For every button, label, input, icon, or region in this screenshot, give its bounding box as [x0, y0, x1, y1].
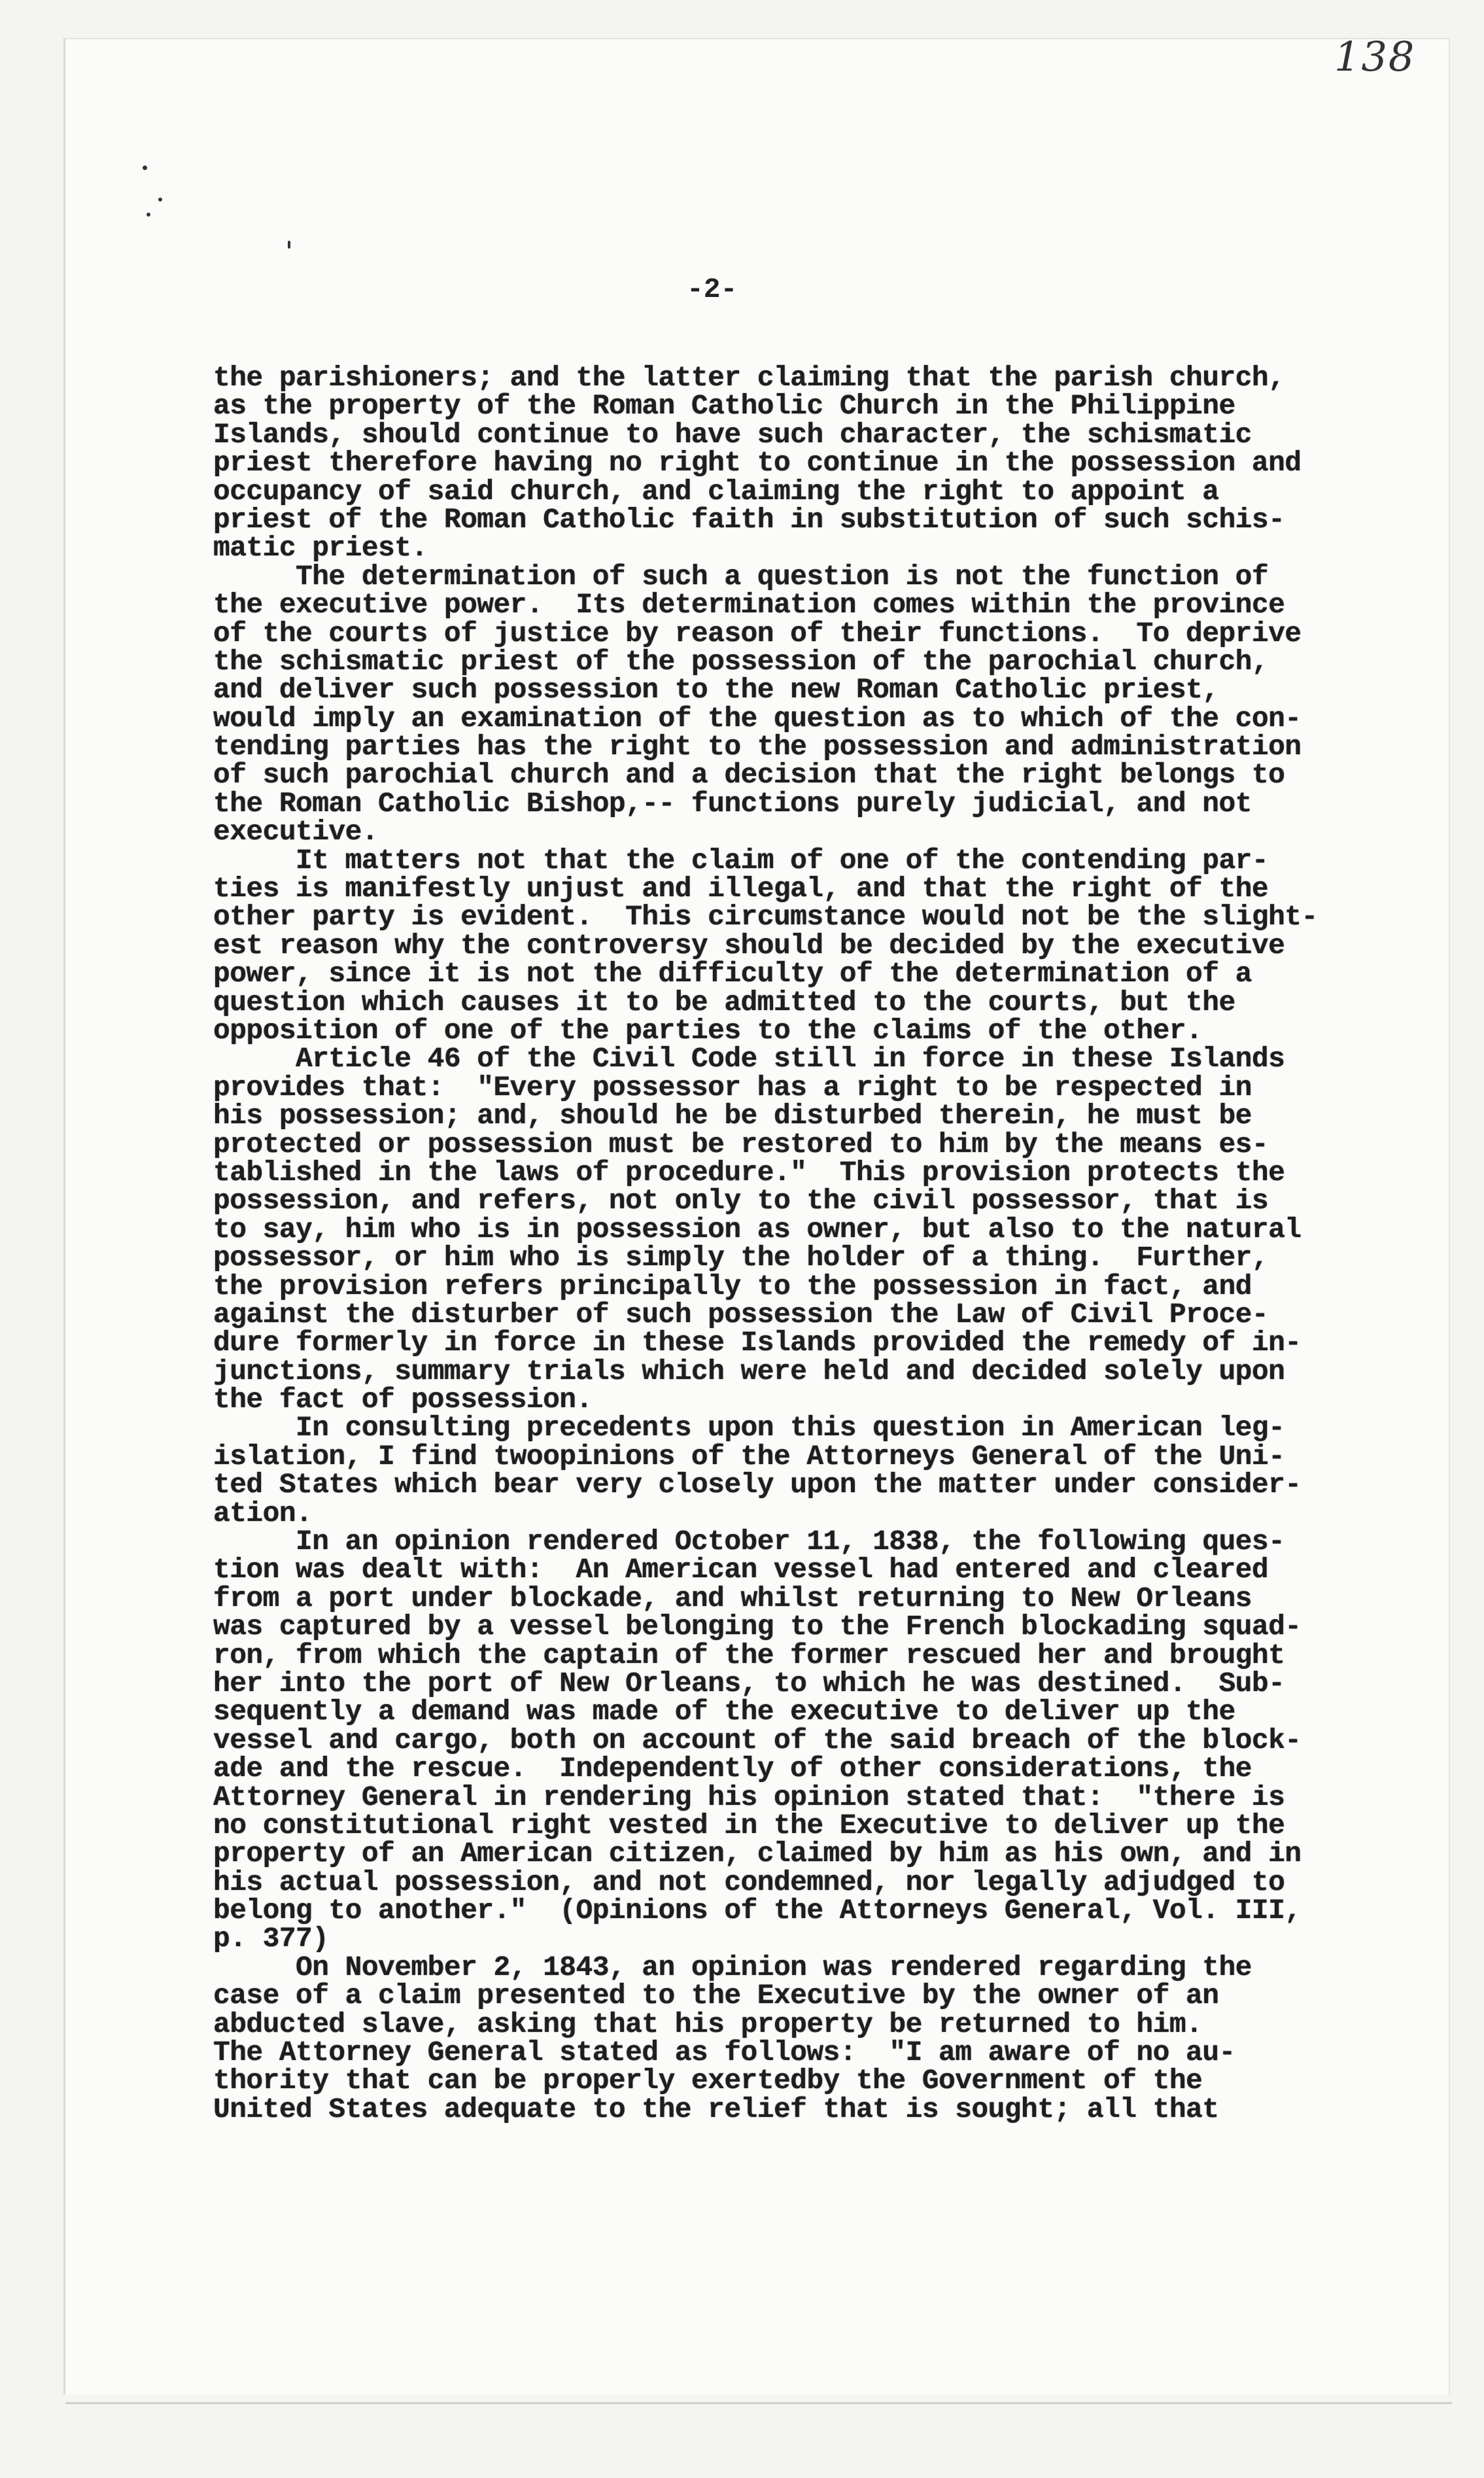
text-line: belong to another." (Opinions of the Attorneys General, Vol. III, [213, 1894, 1302, 1927]
text-line: executive. [213, 816, 379, 848]
text-line: occupancy of said church, and claiming the right to appoint a [213, 475, 1219, 508]
text-line: Islands, should continue to have such character, the schismatic [213, 418, 1252, 451]
text-line: In consulting precedents upon this question in American leg- [213, 1412, 1285, 1444]
text-line: the schismatic priest of the possession of the parochial church, [213, 645, 1269, 678]
text-line: the provision refers principally to the possession in fact, and [213, 1270, 1252, 1302]
text-line: On November 2, 1843, an opinion was rendered regarding the [213, 1951, 1252, 1983]
text-line: the Roman Catholic Bishop,-- functions purely judicial, and not [213, 787, 1252, 820]
text-line: The determination of such a question is not the function of [213, 560, 1269, 593]
text-line: priest of the Roman Catholic faith in substitution of such schis- [213, 503, 1285, 536]
ink-speck [158, 198, 162, 201]
text-line: and deliver such possession to the new Roman Catholic priest, [213, 674, 1219, 707]
text-line: his actual possession, and not condemned, nor legally adjudged to [213, 1866, 1285, 1898]
text-line: power, since it is not the difficulty of the determination of a [213, 958, 1252, 990]
text-line: property of an American citizen, claimed by him as his own, and in [213, 1838, 1302, 1870]
ink-speck [147, 213, 150, 217]
text-line: the parishioners; and the latter claiming that the parish church, [213, 362, 1285, 394]
text-line: ted States which bear very closely upon the matter under consider- [213, 1469, 1302, 1501]
page-number: -2- [687, 273, 738, 305]
text-line: thority that can be properly exertedby the Government of the [213, 2065, 1203, 2097]
text-line: of the courts of justice by reason of their functions. To deprive [213, 617, 1302, 650]
text-line: est reason why the controversy should be decided by the executive [213, 929, 1285, 962]
text-line: Attorney General in rendering his opinion stated that: "there is [213, 1781, 1285, 1813]
text-line: his possession; and, should he be disturbed therein, he must be [213, 1100, 1252, 1132]
text-line: junctions, summary trials which were held and decided solely upon [213, 1355, 1285, 1387]
text-line: ade and the rescue. Independently of other considerations, the [213, 1753, 1252, 1785]
text-line: her into the port of New Orleans, to which he was destined. Sub- [213, 1667, 1285, 1700]
text-line: other party is evident. This circumstance would not be the slight- [213, 901, 1318, 934]
text-line: question which causes it to be admitted to the courts, but the [213, 986, 1235, 1019]
text-line: p. 377) [213, 1923, 329, 1955]
text-line: opposition of one of the parties to the claims of the other. [213, 1014, 1203, 1047]
text-line: abducted slave, asking that his property be returned to him. [213, 2008, 1203, 2040]
text-line: priest therefore having no right to continue in the possession and [213, 447, 1302, 480]
text-line: no constitutional right vested in the Executive to deliver up the [213, 1809, 1285, 1841]
text-line: as the property of the Roman Catholic Church in the Philippine [213, 390, 1235, 423]
text-line: from a port under blockade, and whilst returning to New Orleans [213, 1582, 1252, 1614]
text-line: case of a claim presented to the Executive by the owner of an [213, 1980, 1219, 2012]
text-line: against the disturber of such possession the Law of Civil Proce- [213, 1298, 1269, 1331]
text-line: vessel and cargo, both on account of the said breach of the block- [213, 1724, 1302, 1756]
text-line: matic priest. [213, 532, 428, 565]
handwritten-folio-number: 138 [1334, 33, 1416, 80]
text-line: possession, and refers, not only to the civil possessor, that is [213, 1185, 1269, 1217]
text-line: ron, from which the captain of the former rescued her and brought [213, 1639, 1285, 1671]
text-line: United States adequate to the relief that is sought; all that [213, 2093, 1219, 2125]
text-line: protected or possession must be restored to him by the means es- [213, 1128, 1269, 1160]
text-line: the fact of possession. [213, 1384, 593, 1416]
text-line: was captured by a vessel belonging to the French blockading squad- [213, 1611, 1302, 1643]
text-line: ation. [213, 1497, 313, 1529]
text-line: tion was dealt with: An American vessel had entered and cleared [213, 1554, 1269, 1586]
text-line: Article 46 of the Civil Code still in force in these Islands [213, 1043, 1285, 1075]
text-line: The Attorney General stated as follows: "I am aware of no au- [213, 2036, 1235, 2069]
scan-edge-divider [65, 2402, 1452, 2404]
text-line: tending parties has the right to the possession and administration [213, 731, 1302, 763]
ink-speck [288, 241, 290, 249]
text-line: It matters not that the claim of one of the contending par- [213, 844, 1269, 877]
text-line: possessor, or him who is simply the holder of a thing. Further, [213, 1242, 1269, 1274]
text-line: to say, him who is in possession as owner, but also to the natural [213, 1213, 1302, 1246]
text-line: islation, I find twoopinions of the Attorneys General of the Uni- [213, 1440, 1285, 1473]
text-line: would imply an examination of the question as to which of the con- [213, 702, 1302, 735]
text-line: provides that: "Every possessor has a right to be respected in [213, 1071, 1252, 1104]
text-line: sequently a demand was made of the executive to deliver up the [213, 1696, 1235, 1728]
ink-speck [143, 166, 147, 170]
document-body [213, 364, 1390, 2123]
text-line: In an opinion rendered October 11, 1838, the following ques- [213, 1526, 1285, 1558]
text-line: the executive power. Its determination comes within the province [213, 589, 1285, 621]
text-line: dure formerly in force in these Islands provided the remedy of in- [213, 1327, 1302, 1359]
text-line: tablished in the laws of procedure." This provision protects the [213, 1156, 1285, 1189]
text-line: ties is manifestly unjust and illegal, and that the right of the [213, 873, 1269, 905]
text-line: of such parochial church and a decision that the right belongs to [213, 759, 1285, 792]
